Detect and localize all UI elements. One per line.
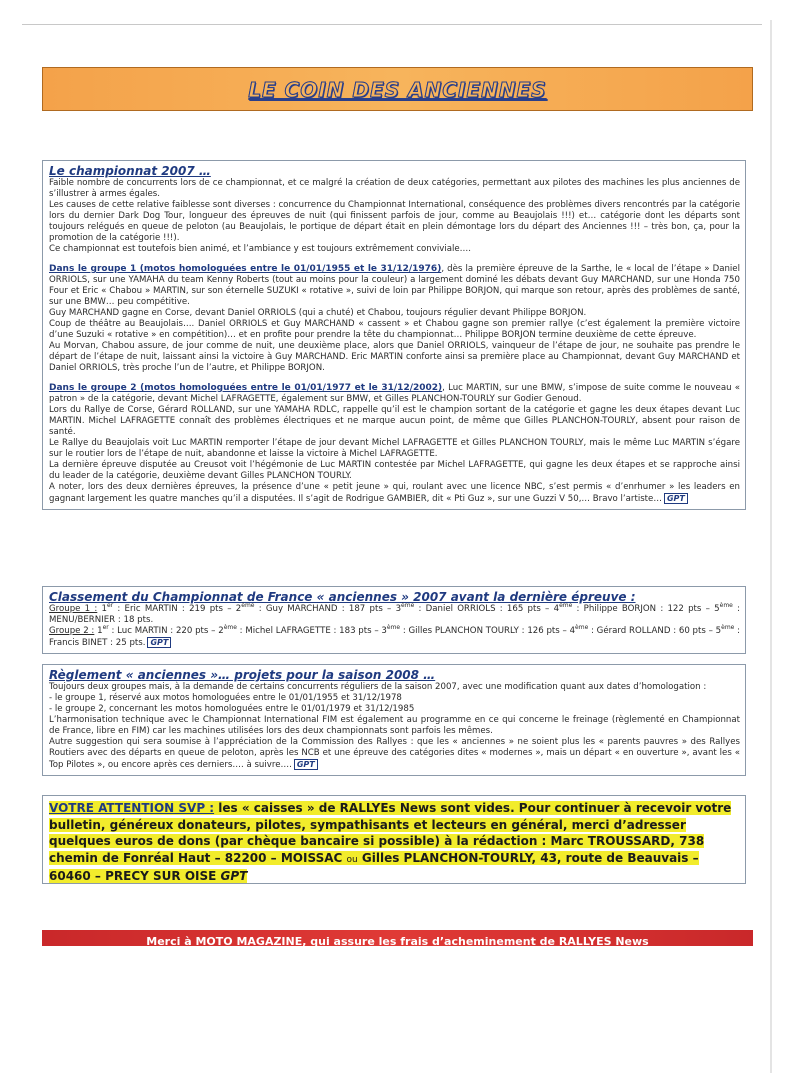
top-rule: [22, 24, 762, 25]
g1-text-e: : Philippe BORJON : 122 pts – 5: [572, 604, 720, 614]
groupe2-line-5: [49, 482, 740, 505]
classement-groupe2: [49, 626, 740, 649]
g2-sup-4: ème: [575, 624, 589, 632]
attention-text: [49, 800, 740, 885]
reglement-line-2: - le groupe 1, réservé aux motos homologuées entre le 01/01/1955 et 31/12/1978: [49, 693, 402, 703]
g2-sup-5: ème: [721, 624, 735, 632]
g2-text-e: : Gérard ROLLAND : 60 pts – 5: [588, 626, 722, 636]
page-edge: [770, 20, 772, 1073]
g1-text-f: : MENU/BERNIER : 18 pts.: [49, 604, 741, 625]
attention-body-b: Gilles PLANCHON-TOURLY, 43, route de Beauvais – 60460 – PRECY SUR OISE: [49, 850, 699, 883]
groupe1-first: , dès la première épreuve de la Sarthe, le « local de l’étape » Daniel ORRIOLS, sur une YAMAHA du team Kenny Roberts (tout au moins pour la couleur) a largement dominé les débats devant Guy MARCHAND, sur une Honda 750 Four et Eric « Chabou » MARTIN, sur son éternelle SUZUKI « rotative », suivi de loin par Philippe BORJON, qui marque son retour, après des problèmes de santé, sur une BMW… peu compétitive.: [49, 264, 740, 307]
groupe1-line-2: Guy MARCHAND gagne en Corse, devant Daniel ORRIOLS (qui a chuté) et Chabou, toujours régulier devant Philippe BORJON.: [49, 308, 587, 318]
g2-sup-1: er: [102, 624, 109, 632]
g2-text-b: : Luc MARTIN : 220 pts – 2: [108, 626, 224, 636]
g1-text-b: : Eric MARTIN : 219 pts – 2: [113, 604, 242, 614]
g2-text-c: : Michel LAFRAGETTE : 183 pts – 3: [236, 626, 387, 636]
g1-text-d: : Daniel ORRIOLS : 165 pts – 4: [414, 604, 560, 614]
championnat-box: [42, 160, 746, 510]
reglement-line-1: Toujours deux groupes mais, à la demande de certains concurrents réguliers de la saison 2007, avec une modification quant aux dates d’homologation :: [49, 682, 707, 692]
gpt-signature: GPT: [147, 637, 171, 648]
reglement-title: Règlement « anciennes »… projets pour la saison 2008 …: [49, 668, 436, 682]
g1-text-c: : Guy MARCHAND : 187 pts – 3: [254, 604, 402, 614]
attention-box: [42, 795, 746, 884]
groupe1-line-4: Au Morvan, Chabou assure, de jour comme de nuit, une deuxième place, alors que Daniel ORRIOLS, vainqueur de l’étape de jour, ne souhaite pas prendre le départ de l’étape de nuit, laissant ainsi la victoire à Guy MARCHAND. Eric MARTIN conforte ainsi sa première place au Championnat, devant Guy MARCHAND et Daniel ORRIOLS, très proche l’un de l’autre, et Philippe BORJON.: [49, 341, 740, 373]
reglement-line-5: [49, 737, 740, 771]
gpt-signature: GPT: [664, 493, 688, 504]
g1-sup-2: ème: [241, 602, 255, 610]
attention-signature: GPT: [220, 869, 248, 883]
g1-text-a: 1: [97, 604, 107, 614]
g2-text-d: : Gilles PLANCHON TOURLY : 126 pts – 4: [400, 626, 576, 636]
groupe2-first: , Luc MARTIN, sur une BMW, s’impose de suite comme le nouveau « patron » de la catégorie, devant Michel LAFRAGETTE, également sur BMW, et Gilles PLANCHON-TOURLY sur Godier Genoud.: [49, 383, 740, 404]
g2-sup-2: ème: [223, 624, 237, 632]
attention-ou: ou: [346, 854, 358, 865]
reglement-line-4: L’harmonisation technique avec le Championnat International FIM est également au programme en ce qui concerne le freinage (règlementé en Championnat de France, libre en FIM) car les machines utilisées lors des deux championnats sont parfois les mêmes.: [49, 715, 740, 736]
championnat-title: Le championnat 2007 …: [49, 164, 211, 178]
gpt-signature: GPT: [294, 759, 318, 770]
classement-groupe1: [49, 604, 740, 626]
footer-text: Merci à MOTO MAGAZINE, qui assure les frais d’acheminement de RALLYES News: [146, 935, 649, 948]
groupe2-label: Groupe 2 :: [49, 626, 95, 636]
groupe2-paragraph: [49, 383, 740, 405]
groupe2-line-4: La dernière épreuve disputée au Creusot voit l’hégémonie de Luc MARTIN contestée par Michel LAFRAGETTE, qui gagne les deux étapes et se rapproche ainsi du leader de la catégorie, deuxième devant Gilles PLANCHON TOURLY.: [49, 460, 740, 481]
groupe2-line-2: Lors du Rallye de Corse, Gérard ROLLAND, sur une YAMAHA RDLC, rappelle qu’il est le champion sortant de la catégorie et gagne les deux étapes devant Luc MARTIN. Michel LAFRAGETTE connaît des problèmes électriques et ne marque aucun point, de même que Gilles PLANCHON-TOURLY, absent pour raison de santé.: [49, 405, 740, 437]
championnat-intro-2: Les causes de cette relative faiblesse sont diverses : concurrence du Championnat International, conséquence des problèmes divers rencontrés par la catégorie lors du dernier Dark Dog Tour, longueur des épreuves de nuit (qui finissent parfois de jour, comme au Beaujolais !!!) et… catégorie dont les départs sont toujours relégués en queue de peloton (au Beaujolais, le portique de départ était en plein démontage lors du départ des Anciennes !!! – très bon, ça, pour la promotion de la catégorie !!!).: [49, 200, 740, 243]
groupe1-lead: Dans le groupe 1 (motos homologuées entre le 01/01/1955 et le 31/12/1976): [49, 264, 442, 274]
classement-box: [42, 586, 746, 654]
championnat-intro-1: Faible nombre de concurrents lors de ce championnat, et ce malgré la création de deux catégories, permettant aux pilotes des machines les plus anciennes de s’illustrer à armes égales.: [49, 178, 740, 199]
banner: [42, 67, 753, 111]
groupe2-line-3: Le Rallye du Beaujolais voit Luc MARTIN remporter l’étape de jour devant Michel LAFRAGETTE et Gilles PLANCHON TOURLY, mais le même Luc MARTIN s’égare sur le routier lors de l’étape de nuit, abandonne et laisse la victoire à Michel LAFRAGETTE.: [49, 438, 740, 459]
attention-title: VOTRE ATTENTION SVP :: [49, 801, 215, 815]
g1-sup-5: ème: [719, 602, 733, 610]
groupe1-line-3: Coup de théâtre au Beaujolais…. Daniel ORRIOLS et Guy MARCHAND « cassent » et Chabou gagne son premier rallye (c’est également la première victoire d’une Suzuki « rotative » en compétition)… et en profite pour prendre la tête du championnat… Philippe BORJON termine deuxième de cette épreuve.: [49, 319, 740, 340]
g2-text-a: 1: [94, 626, 103, 636]
reglement-box: [42, 664, 746, 776]
classement-title: Classement du Championnat de France « anciennes » 2007 avant la dernière épreuve :: [49, 590, 636, 604]
groupe2-last: A noter, lors des deux dernières épreuves, la présence d’une « petit jeune » qui, roulant avec une licence NBC, s’est permis « d’enrhumer » les leaders en gagnant largement les quatre manches qu’il a disputées. Il s’agit de Rodrigue GAMBIER, dit « Pti Guz », sur une Guzzi V 50,… Bravo l’artiste…: [49, 482, 740, 504]
groupe1-paragraph: [49, 264, 740, 308]
footer-bar: [42, 930, 753, 946]
groupe2-lead: Dans le groupe 2 (motos homologuées entre le 01/01/1977 et le 31/12/2002): [49, 383, 443, 393]
championnat-intro-3: Ce championnat est toutefois bien animé, et l’ambiance y est toujours extrêmement conviviale….: [49, 244, 471, 254]
reglement-line-3: - le groupe 2, concernant les motos homologuées entre le 01/01/1979 et 31/12/1985: [49, 704, 415, 714]
g2-sup-3: ème: [386, 624, 401, 632]
g1-sup-1: er: [107, 602, 114, 610]
g2-text-f: : Francis BINET : 25 pts.: [49, 626, 741, 648]
attention-body-a: les « caisses » de RALLYEs News sont vides. Pour continuer à recevoir votre bulletin, généreux donateurs, pilotes, sympathisants et lecteurs en général, merci d’adresser quelques euros de dons (par chèque bancaire si possible) à la rédaction : Marc TROUSSARD, 738 chemin de Fonréal Haut – 82200 – MOISSAC: [49, 801, 732, 865]
groupe1-label: Groupe 1 :: [49, 604, 98, 614]
g1-sup-3: ème: [401, 602, 415, 610]
banner-title: LE COIN DES ANCIENNES: [248, 78, 547, 102]
g1-sup-4: ème: [559, 602, 573, 610]
reglement-last: Autre suggestion qui sera soumise à l’appréciation de la Commission des Rallyes : que les « anciennes » ne soient plus les « parents pauvres » des Rallyes Routiers avec des départs en queue de peloton, après les NCB et une épreuve des catégories dites « modernes », mais un départ « en ouverture », avant les « Top Pilotes », ou encore après ces derniers…. à suivre….: [49, 737, 740, 770]
